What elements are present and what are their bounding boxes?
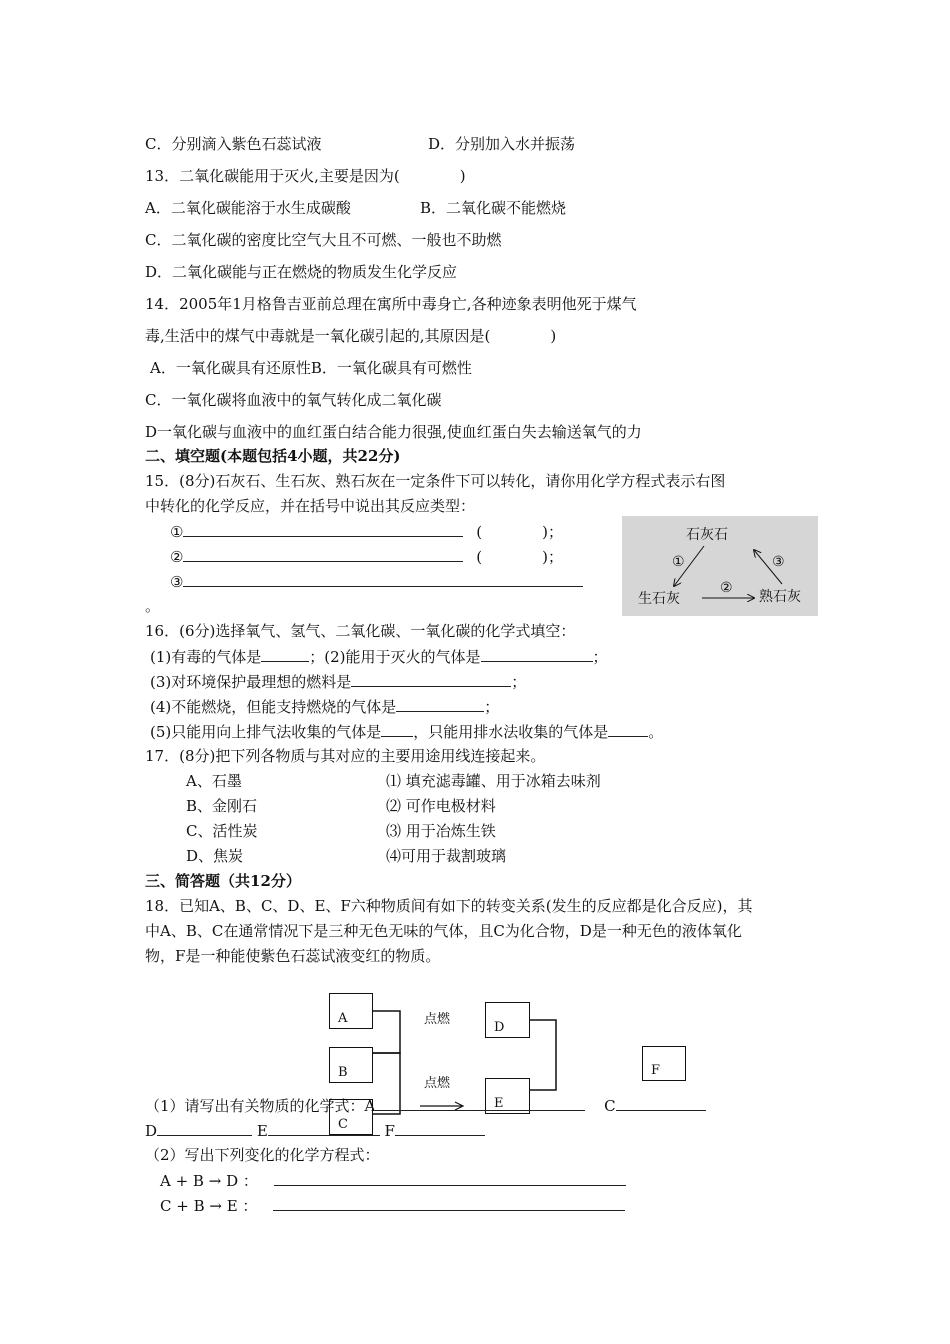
q18-eq1	[160, 1170, 626, 1191]
q13-stem: 13．二氧化碳能用于灭火,主要是因为( )	[145, 167, 466, 185]
q17-left-item: B、金刚石	[186, 797, 258, 815]
q16-line3	[150, 696, 499, 717]
q16-item-6: ，只能用排水法收集的气体是	[413, 723, 609, 741]
answer-line	[183, 571, 583, 587]
eq2-label: C + B → E ：	[160, 1197, 258, 1215]
diagram-circle-3: ③	[772, 554, 785, 570]
box-c-label: C	[338, 1117, 348, 1132]
q13-option-a: A．二氧化碳能溶于水生成碳酸	[145, 199, 351, 217]
q18-line2: 中A、B、C在通常情况下是三种无色无味的气体，且C为化合物，D是一种无色的液体氧化	[145, 922, 742, 940]
q16-item-5: (5)只能用向上排气法收集的气体是	[150, 723, 382, 741]
q15-num-1: ①	[170, 523, 184, 541]
q16-item-1: (1)有毒的气体是	[150, 648, 262, 666]
q15-blank-3	[170, 571, 583, 592]
q18-part1	[145, 1095, 706, 1116]
section-2-title: 二、填空题(本题包括4小题，共22分)	[145, 447, 401, 465]
q15-blank-1	[170, 521, 563, 542]
q17-stem: 17．(8分)把下列各物质与其对应的主要用途用线连接起来。	[145, 747, 546, 765]
answer-line	[395, 1120, 485, 1136]
q14-stem-line1: 14．2005年1月格鲁吉亚前总理在寓所中毒身亡,各种迹象表明他死于煤气	[145, 295, 637, 313]
answer-line	[616, 1095, 706, 1111]
answer-line	[157, 1120, 252, 1136]
q16-punct: ；	[511, 673, 527, 691]
box-b-label: B	[338, 1065, 348, 1080]
q18-part1-cont	[145, 1120, 485, 1141]
answer-line	[375, 1095, 585, 1111]
answer-line	[274, 1170, 626, 1186]
answer-line	[481, 646, 593, 662]
q12-option-d: D．分别加入水并振荡	[428, 135, 576, 153]
box-b	[329, 1047, 373, 1083]
answer-line	[261, 646, 309, 662]
q12-option-c: C．分别滴入紫色石蕊试液	[145, 135, 322, 153]
box-a	[329, 993, 373, 1029]
box-e-label: E	[494, 1096, 504, 1111]
q13-option-d: D．二氧化碳能与正在燃烧的物质发生化学反应	[145, 263, 458, 281]
q16-item-3: (3)对环境保护最理想的燃料是	[150, 673, 352, 691]
q16-line4	[150, 721, 663, 742]
q14-option-d: D一氧化碳与血液中的血红蛋白结合能力很强,使血红蛋白失去输送氧气的力	[145, 423, 642, 441]
answer-line	[608, 721, 648, 737]
q15-num-2: ②	[170, 548, 184, 566]
q15-end: 。	[145, 597, 161, 615]
q14-stem-line2: 毒,生活中的煤气中毒就是一氧化碳引起的,其原因是( )	[145, 327, 557, 345]
q17-right-item: ⑵ 可作电极材料	[386, 797, 496, 815]
q16-punct: ；	[484, 698, 500, 716]
answer-line	[268, 1120, 380, 1136]
q16-line1	[150, 646, 608, 667]
q17-right-item: ⑶ 用于冶炼生铁	[386, 822, 496, 840]
q15-blank-2	[170, 546, 563, 567]
answer-line	[351, 671, 511, 687]
q18-eq2	[160, 1195, 625, 1216]
answer-line	[273, 1195, 625, 1211]
answer-line	[381, 721, 413, 737]
q15-paren-1: ( )；	[476, 523, 563, 541]
diagram-circle-2: ②	[720, 580, 733, 596]
q15-num-3: ③	[170, 573, 184, 591]
lime-conversion-diagram	[622, 516, 818, 616]
label-c: C	[604, 1097, 616, 1115]
box-f-label: F	[651, 1063, 661, 1078]
q13-option-c: C．二氧化碳的密度比空气大且不可燃、一般也不助燃	[145, 231, 502, 249]
q16-stem: 16．(6分)选择氧气、氢气、二氧化碳、一氧化碳的化学式填空：	[145, 622, 576, 640]
answer-line	[396, 696, 484, 712]
q18-line3: 物，F是一种能使紫色石蕊试液变红的物质。	[145, 947, 441, 965]
q18-line1: 18．已知A、B、C、D、E、F六种物质间有如下的转变关系(发生的反应都是化合反应)，其	[145, 897, 753, 915]
q17-left-item: C、活性炭	[186, 822, 258, 840]
label-f: F	[384, 1122, 395, 1140]
q16-item-2: ；(2)能用于灭火的气体是	[309, 648, 481, 666]
q18-part1-label: （1）请写出有关物质的化学式：A	[145, 1097, 376, 1115]
q16-line2	[150, 671, 526, 692]
box-d	[485, 1002, 530, 1038]
q15-paren-2: ( )；	[476, 548, 563, 566]
q18-part2: （2）写出下列变化的化学方程式：	[145, 1146, 380, 1164]
q15-line1: 15．(8分)石灰石、生石灰、熟石灰在一定条件下可以转化，请你用化学方程式表示右图	[145, 472, 726, 490]
q17-left-item: A、石墨	[186, 772, 242, 790]
diagram-limestone: 石灰石	[686, 527, 728, 543]
box-a-label: A	[338, 1011, 348, 1026]
q17-left-item: D、焦炭	[186, 847, 244, 865]
q16-item-4: (4)不能燃烧，但能支持燃烧的气体是	[150, 698, 397, 716]
q15-line2: 中转化的化学反应，并在括号中说出其反应类型：	[145, 497, 476, 515]
q17-right-item: ⑷可用于裁割玻璃	[386, 847, 507, 865]
q16-punct: 。	[648, 723, 664, 741]
diagram-quicklime: 生石灰	[638, 591, 680, 607]
eq1-label: A + B → D ：	[160, 1172, 258, 1190]
q16-punct: ；	[592, 648, 608, 666]
answer-line	[183, 546, 463, 562]
box-d-label: D	[494, 1020, 505, 1035]
diagram-arrows	[622, 516, 818, 616]
box-f	[642, 1046, 686, 1081]
diagram-circle-1: ①	[672, 554, 685, 570]
diagram-slaked-lime: 熟石灰	[759, 589, 801, 605]
q14-option-ab: A．一氧化碳具有还原性B．一氧化碳具有可燃性	[150, 359, 472, 377]
q14-option-c: C．一氧化碳将血液中的氧气转化成二氧化碳	[145, 391, 442, 409]
condition-ignite-2: 点燃	[424, 1076, 451, 1091]
condition-ignite-1: 点燃	[424, 1012, 451, 1027]
label-e: E	[256, 1122, 268, 1140]
q13-option-b: B．二氧化碳不能燃烧	[420, 199, 567, 217]
label-d: D	[145, 1122, 158, 1140]
answer-line	[183, 521, 463, 537]
section-3-title: 三、简答题（共12分）	[145, 872, 301, 890]
q17-right-item: ⑴ 填充滤毒罐、用于冰箱去味剂	[386, 772, 601, 790]
